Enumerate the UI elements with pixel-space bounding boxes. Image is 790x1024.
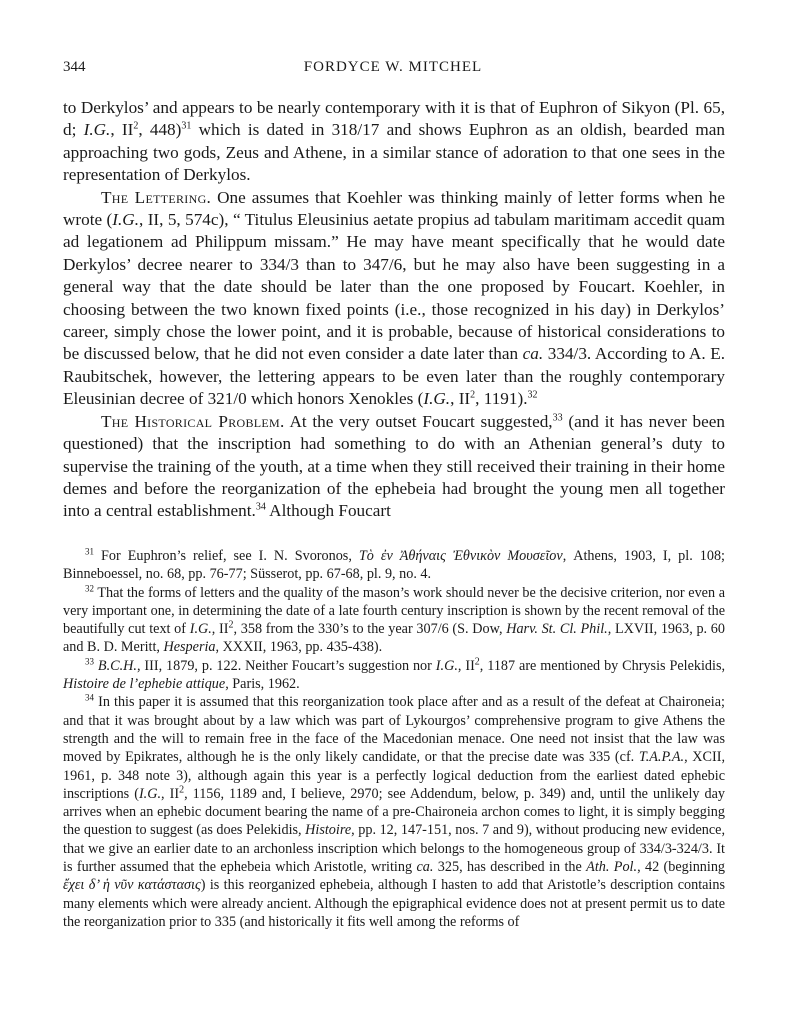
superscript: 2 (133, 120, 139, 132)
journal-italic: T.A.P.A. (638, 749, 685, 766)
journal-italic: Hesperia (163, 639, 216, 656)
text-run: , II (110, 120, 134, 140)
superscript: 2 (228, 619, 234, 631)
text-run: , XCII, 1961, p. 348 note 3), although again this year is a perfectly logical deduction from the earliest dated ephebic inscriptions ( (63, 749, 725, 802)
footnote-number: 32 (85, 582, 94, 593)
footnote-ref-31[interactable]: 31 (181, 120, 192, 132)
book-title-italic: Histoire de l’ephebie attique (63, 676, 226, 693)
text-run: , 42 (beginning (637, 859, 726, 876)
footnote-ref-34[interactable]: 34 (255, 501, 266, 513)
text-run: , II, 5, 574c), “ Titulus Eleusinius aetate propius ad tabulam maritimam accedit quam ad legationem ad Philippum missam.” He may have meant specifically that he would date Derkylos’ decree nearer to 334/3 than to 347/6, but he may also have been suggesting in a general way that the date should be later than the one proposed by Foucart. Koehler, in choosing between the two known fixed points (i.e., those recognized in his day) in Derkylos’ career, simply chose the lower point, and it is probable, because of historical considerations to be discussed below, that he did not even consider a date later than (63, 210, 726, 364)
text-run: which is dated in 318/17 and shows Euphron as an oldish, bearded man approaching two gods, Zeus and Athene, in a similar stance of adoration to that one sees in the representation of Derkylos. (63, 120, 726, 185)
paragraph-historical-problem (63, 411, 725, 523)
text-run: At the very outset Foucart suggested, (284, 411, 553, 431)
section-heading-lettering: The Lettering. (101, 187, 212, 207)
greek-title-italic: Τὸ ἐν Ἀθήναις Ἐθνικὸν Μουσεῖον (358, 548, 563, 564)
footnote-34 (63, 693, 725, 931)
text-run: For Euphron’s relief, see I. N. Svoronos, (94, 548, 359, 564)
text-run: , III, 1879, p. 122. Neither Foucart’s suggestion nor (136, 657, 436, 674)
text-run: , II (211, 621, 229, 638)
text-run: , II (161, 785, 180, 802)
citation-italic: I.G. (423, 389, 451, 409)
text-run: One assumes that Koehler was thinking mainly of letter forms when he wrote ( (63, 187, 725, 230)
abbrev-italic: ca. (522, 344, 544, 364)
text-run: Although Foucart (265, 501, 391, 521)
book-title-italic: Histoire (305, 822, 352, 839)
page-header (63, 59, 723, 79)
footnote-number: 33 (85, 656, 94, 667)
citation-italic: I.G. (435, 657, 458, 674)
book-title-italic: Ath. Pol. (586, 859, 638, 876)
text-run: , LXVII, 1963, p. 60 and B. D. Meritt, (63, 621, 725, 656)
text-run: , 1191). (475, 389, 528, 409)
text-run: , 1187 are mentioned by Chrysis Pelekidis, (479, 657, 726, 674)
page-number: 344 (63, 59, 86, 75)
text-run: 334/3. According to A. E. Raubitschek, however, the lettering appears to be even later than the roughly contemporary Eleusinian decree of 321/0 which honors Xenokles ( (63, 344, 725, 409)
abbrev-italic: ca. (416, 859, 434, 876)
superscript: 2 (470, 389, 476, 401)
greek-quote-italic: ἔχει δ’ ἡ νῦν κατάστασις (63, 877, 201, 894)
footnote-ref-32[interactable]: 32 (527, 389, 538, 401)
text-run: , II (450, 389, 471, 409)
text-run: , XXXII, 1963, pp. 435-438). (215, 639, 383, 656)
text-run: to Derkylos’ and appears to be nearly contemporary with it is that of Euphron of Sikyon (Pl. 65, d; (63, 98, 725, 140)
text-run: , Athens, 1903, I, pl. 108; Binneboessel, no. 68, pp. 76-77; Süsserot, pp. 67-68, pl. 9, no. 4. (63, 548, 725, 583)
footnote-31 (63, 547, 725, 584)
journal-italic: B.C.H. (97, 657, 137, 674)
text-run: , 358 from the 330’s to the year 307/6 (S. Dow, (233, 621, 507, 638)
text-run: 325, has described in the (433, 859, 587, 876)
paragraph-1 (63, 97, 725, 187)
footnote-33 (63, 657, 725, 694)
text-run: , Paris, 1962. (225, 676, 300, 693)
text-run: , pp. 12, 147-151, nos. 7 and 9), without producing new evidence, that we give an earlier date to an archonless inscription which belongs to the homogeneous group of 334/3-324/3. It is further assumed that the ephebeia which Aristotle, writing (63, 822, 725, 876)
footnote-ref-33[interactable]: 33 (552, 411, 563, 423)
text-run: , II (457, 657, 475, 674)
text-run: In this paper it is assumed that this reorganization took place after and as a result of the defeat at Chaironeia; and that it was brought about by a law which was part of Lykourgos’ comprehensive program to give Athens the strength and the will to remain free in the face of the Macedonian menace. One need not insist that the law was moved by Epikrates, although he is the only likely candidate, or that the precise date was 335 (cf. (63, 694, 725, 766)
text-run: That the forms of letters and the quality of the mason’s work should never be the decisive criterion, nor even a very important one, in determining the date of a late fourth century inscription is shown by the recent removal of the beautifully cut text of (63, 584, 725, 638)
citation-italic: I.G. (112, 210, 139, 230)
text-run: , 1156, 1189 and, I believe, 2970; see Addendum, below, p. 349) and, until the unlikely day arrives when an ephebic document bearing the name of a pre-Chaironeia archon comes to light, it is simply begging the question to suggest (as does Pelekidis, (63, 785, 725, 839)
footnote-number: 34 (85, 692, 94, 703)
citation-italic: I.G. (83, 120, 111, 140)
running-head: FORDYCE W. MITCHEL (303, 59, 483, 75)
superscript: 2 (179, 784, 185, 796)
footnotes (63, 547, 725, 931)
footnote-number: 31 (85, 546, 94, 557)
text-run: ) is this reorganized ephebeia, although I hasten to add that Aristotle’s description contains many elements which were already ancient. Although the epigraphical evidence does not at present permit us to date the reorganization prior to 335 (and historically it fits well among the reforms of (63, 877, 725, 930)
superscript: 2 (474, 656, 480, 668)
text-run: , 448) (138, 120, 182, 140)
citation-italic: I.G. (189, 621, 212, 638)
section-heading-historical-problem: The Historical Problem. (101, 411, 285, 431)
footnote-32 (63, 584, 725, 657)
citation-italic: I.G. (138, 785, 162, 802)
body-text (63, 97, 725, 523)
paragraph-lettering (63, 187, 725, 411)
journal-italic: Harv. St. Cl. Phil. (506, 621, 608, 638)
text-run: (and it has never been questioned) that the inscription had something to do with an Athenian general’s duty to supervise the training of the youth, at a time when they still received their training in their home demes and before the reorganization of the ephebeia had brought the young men all together into a central establishment. (63, 411, 725, 521)
